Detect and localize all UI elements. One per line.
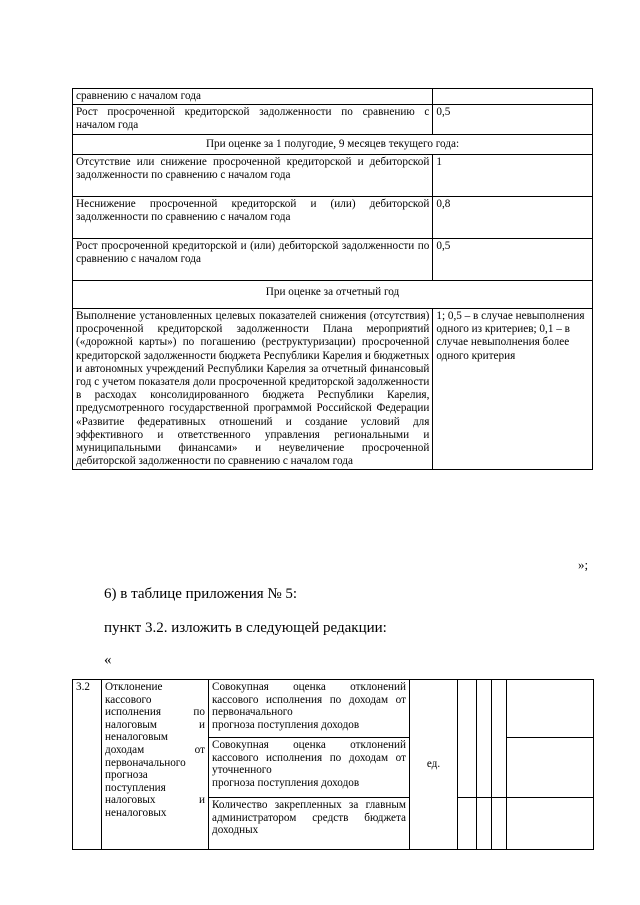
opening-quote: « [104, 652, 112, 668]
empty-cell [492, 680, 507, 798]
score-cell: 0,5 [433, 238, 593, 280]
sub-indicator-cell: Количество закрепленных за главным администратором средств бюджета доходных [209, 798, 410, 850]
table-row [73, 89, 593, 105]
appendix-5-table [72, 679, 594, 850]
criterion-cell: Неснижение просроченной кредиторской и (или) дебиторской задолженности по сравнению с началом года [73, 196, 433, 238]
item-number-cell: 3.2 [73, 680, 102, 850]
indicator-name-cell: Отклонение кассового исполнения по налоговым и неналоговым доходам от первоначального прогноза поступления налоговых и неналоговых [102, 680, 209, 850]
criterion-cell [73, 309, 433, 470]
sub-indicator-text: Совокупная оценка отклонений кассового исполнения по доходам от первоначального [212, 681, 406, 719]
table-row [73, 238, 593, 280]
score-cell: 1 [433, 154, 593, 196]
sub-indicator-text: Совокупная оценка отклонений кассового исполнения по доходам от уточненного [212, 739, 406, 777]
sub-indicator-cell [209, 680, 410, 738]
empty-cell [507, 798, 594, 850]
section-header-annual: При оценке за отчетный год [73, 280, 593, 308]
empty-cell [458, 680, 477, 798]
paragraph-item-3-2: пункт 3.2. изложить в следующей редакции: [104, 620, 387, 636]
sub-indicator-text-last: прогноза поступления доходов [212, 776, 360, 789]
table-row [73, 196, 593, 238]
section-header-half-year: При оценке за 1 полугодие, 9 месяцев текущего года: [73, 134, 593, 154]
empty-cell [507, 738, 594, 798]
sub-indicator-cell [209, 738, 410, 798]
unit-cell: ед. [410, 680, 458, 850]
empty-cell [507, 680, 594, 738]
score-cell: 0,5 [433, 105, 593, 134]
closing-quote: »; [578, 557, 589, 572]
paragraph-table-5: 6) в таблице приложения № 5: [104, 586, 298, 602]
empty-cell [477, 680, 492, 798]
empty-cell [492, 798, 507, 850]
table-row [73, 309, 593, 470]
score-cell: 0,8 [433, 196, 593, 238]
score-cell [433, 89, 593, 105]
score-cell: 1; 0,5 – в случае невыполнения одного из критериев; 0,1 – в случае невыполнения более одного критерия [433, 309, 593, 470]
criterion-text: Выполнение установленных целевых показателей снижения (отсутствия) просроченной кредиторской задолженности Плана мероприятий («дорожной карты») по погашению (реструктуризации) просроченной кредиторской задолженности бюджета Республики Карелия и бюджетных и автономных учреждений Республики Карелия за отчетный финансовый год с учетом показателя доли просроченной кредиторской задолженности в расходах консолидированного бюджета Республики Карелия, предусмотренного государственной программой Российской Федерации «Развитие федеративных отношений и создание условий для эффективного и ответственного управления региональными и муниципальными финансами» и неувеличение просроченной [76, 310, 430, 455]
criterion-cell: сравнению с началом года [73, 89, 433, 105]
criterion-text-last: дебиторской задолженности по сравнению с началом года [76, 455, 353, 468]
table-row [73, 105, 593, 134]
criterion-cell: Рост просроченной кредиторской задолженности по сравнению с началом года [73, 105, 433, 134]
criterion-cell: Рост просроченной кредиторской и (или) дебиторской задолженности по сравнению с началом года [73, 238, 433, 280]
empty-cell [458, 798, 477, 850]
table-row [73, 154, 593, 196]
section-header-row [73, 280, 593, 308]
criterion-cell: Отсутствие или снижение просроченной кредиторской и дебиторской задолженности по сравнению с началом года [73, 154, 433, 196]
empty-cell [477, 798, 492, 850]
sub-indicator-text-last: прогноза поступления доходов [212, 718, 360, 731]
table-row [73, 680, 594, 738]
criteria-table [72, 88, 593, 470]
section-header-row [73, 134, 593, 154]
